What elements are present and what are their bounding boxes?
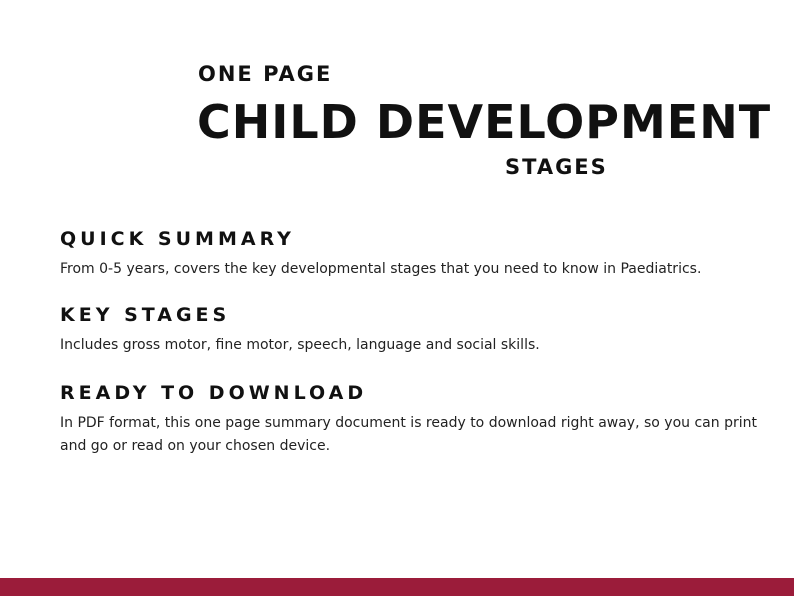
section-key-stages: [60, 302, 760, 357]
section-heading-key-stages: KEY STAGES: [60, 304, 231, 326]
page-header: [0, 0, 794, 200]
header-eyebrow: ONE PAGE: [198, 62, 333, 86]
section-heading-quick-summary: QUICK SUMMARY: [60, 228, 295, 250]
section-body-key-stages: Includes gross motor, fine motor, speech, language and social skills.: [60, 337, 540, 353]
section-heading-ready-to-download: READY TO DOWNLOAD: [60, 382, 368, 404]
page-title: CHILD DEVELOPMENT: [197, 95, 772, 149]
footer-color-bar: [0, 578, 794, 596]
section-body-ready-to-download: In PDF format, this one page summary document is ready to download right away, so you can print and go or read on your chosen device.: [60, 415, 757, 454]
section-quick-summary: [60, 226, 760, 281]
section-ready-to-download: [60, 380, 760, 458]
page-subtitle: STAGES: [505, 155, 608, 179]
section-body-quick-summary: From 0-5 years, covers the key developmental stages that you need to know in Paediatrics.: [60, 261, 702, 277]
